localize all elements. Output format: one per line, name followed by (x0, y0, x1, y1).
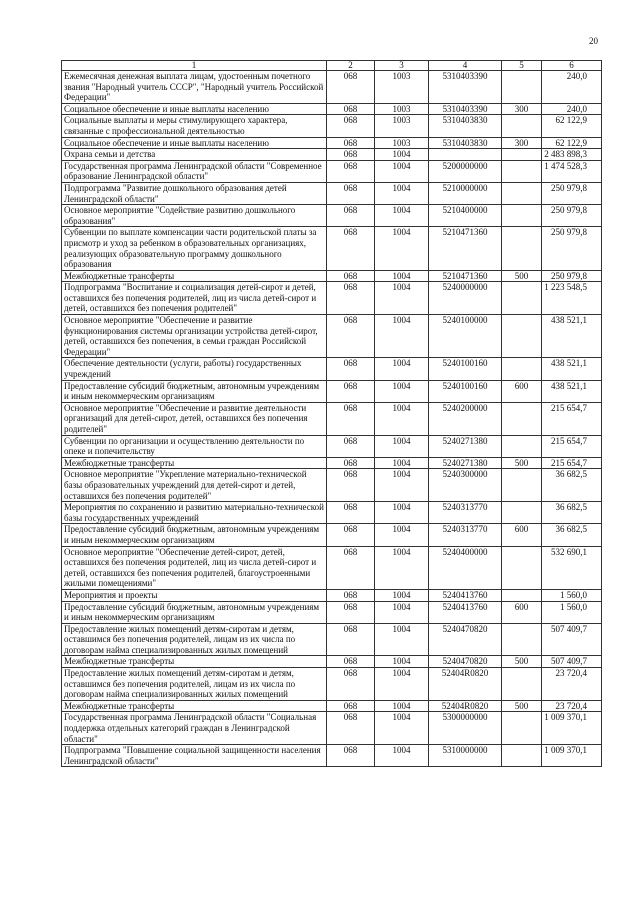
cell-expense-type (502, 623, 542, 656)
cell-section-code: 1004 (375, 160, 429, 182)
cell-name: Основное мероприятие "Обеспечение и развитие деятельности организаций для детей-сирот, детей, оставшихся без попечения родителей" (62, 402, 327, 435)
cell-section-code: 1004 (375, 524, 429, 546)
table-row (62, 457, 602, 469)
cell-target-code: 5240000000 (429, 282, 502, 315)
header-cell-target: 4 (429, 61, 502, 71)
cell-amount: 215 654,7 (542, 402, 602, 435)
cell-section-code: 1004 (375, 435, 429, 457)
cell-expense-type (502, 435, 542, 457)
table-row (62, 668, 602, 701)
cell-amount: 507 409,7 (542, 623, 602, 656)
cell-amount: 1 474 528,3 (542, 160, 602, 182)
table-row (62, 380, 602, 402)
table-row (62, 358, 602, 380)
cell-ministry-code: 068 (327, 137, 375, 149)
header-cell-name: 1 (62, 61, 327, 71)
cell-name: Обеспечение деятельности (услуги, работы) государственных учреждений (62, 358, 327, 380)
cell-name: Социальное обеспечение и иные выплаты населению (62, 103, 327, 115)
cell-section-code: 1004 (375, 358, 429, 380)
cell-section-code: 1004 (375, 227, 429, 270)
table-row (62, 71, 602, 104)
cell-ministry-code: 068 (327, 282, 375, 315)
cell-target-code: 5240413760 (429, 589, 502, 601)
cell-section-code: 1003 (375, 103, 429, 115)
cell-target-code (429, 149, 502, 161)
cell-amount: 23 720,4 (542, 700, 602, 712)
cell-target-code: 5240271380 (429, 435, 502, 457)
cell-ministry-code: 068 (327, 546, 375, 589)
cell-ministry-code: 068 (327, 358, 375, 380)
cell-amount: 240,0 (542, 71, 602, 104)
header-cell-ministry: 2 (327, 61, 375, 71)
table-row (62, 712, 602, 745)
cell-name: Мероприятия по сохранению и развитию материально-технической базы государственных учреждений (62, 502, 327, 524)
cell-amount: 438 521,1 (542, 315, 602, 358)
cell-expense-type (502, 589, 542, 601)
cell-ministry-code: 068 (327, 182, 375, 204)
cell-target-code: 5240271380 (429, 457, 502, 469)
cell-section-code: 1003 (375, 71, 429, 104)
table-row (62, 589, 602, 601)
cell-section-code: 1004 (375, 668, 429, 701)
cell-amount: 215 654,7 (542, 457, 602, 469)
cell-target-code: 5310403830 (429, 137, 502, 149)
cell-amount: 1 009 370,1 (542, 712, 602, 745)
cell-section-code: 1004 (375, 700, 429, 712)
cell-name: Охрана семьи и детства (62, 149, 327, 161)
cell-section-code: 1004 (375, 282, 429, 315)
cell-section-code: 1004 (375, 315, 429, 358)
cell-section-code: 1004 (375, 270, 429, 282)
table-row (62, 502, 602, 524)
cell-amount: 1 009 370,1 (542, 745, 602, 767)
cell-target-code: 5300000000 (429, 712, 502, 745)
cell-name: Государственная программа Ленинградской области "Социальная поддержка отдельных категорий граждан в Ленинградской области" (62, 712, 327, 745)
cell-expense-type (502, 282, 542, 315)
cell-expense-type (502, 315, 542, 358)
cell-name: Подпрограмма "Воспитание и социализация детей-сирот и детей, оставшихся без попечения родителей, лиц из числа детей-сирот и детей, оставшихся без попечения родителей" (62, 282, 327, 315)
cell-section-code: 1004 (375, 656, 429, 668)
cell-expense-type (502, 160, 542, 182)
cell-name: Предоставление субсидий бюджетным, автономным учреждениям и иным некоммерческим организациям (62, 524, 327, 546)
cell-expense-type (502, 227, 542, 270)
table-row (62, 700, 602, 712)
cell-ministry-code: 068 (327, 205, 375, 227)
cell-ministry-code: 068 (327, 457, 375, 469)
table-row (62, 205, 602, 227)
cell-expense-type: 600 (502, 601, 542, 623)
cell-ministry-code: 068 (327, 315, 375, 358)
cell-amount: 250 979,8 (542, 227, 602, 270)
cell-expense-type (502, 712, 542, 745)
cell-amount: 23 720,4 (542, 668, 602, 701)
table-row (62, 137, 602, 149)
cell-expense-type: 300 (502, 103, 542, 115)
cell-ministry-code: 068 (327, 656, 375, 668)
cell-ministry-code: 068 (327, 700, 375, 712)
cell-name: Субвенции по выплате компенсации части родительской платы за присмотр и уход за ребенком в образовательных организациях, реализующих образовательную программу дошкольного образования (62, 227, 327, 270)
cell-expense-type (502, 546, 542, 589)
cell-target-code: 5210000000 (429, 182, 502, 204)
cell-target-code: 5240470820 (429, 623, 502, 656)
cell-target-code: 5240413760 (429, 601, 502, 623)
cell-target-code: 5310000000 (429, 745, 502, 767)
cell-expense-type (502, 358, 542, 380)
cell-target-code: 5240200000 (429, 402, 502, 435)
cell-name: Основное мероприятие "Обеспечение детей-сирот, детей, оставшихся без попечения родителей, лиц из числа детей-сирот и детей, оставшихся без попечения родителей, благоустроенными жилыми помещениями" (62, 546, 327, 589)
cell-section-code: 1003 (375, 137, 429, 149)
table-row (62, 315, 602, 358)
cell-ministry-code: 068 (327, 149, 375, 161)
table-row (62, 402, 602, 435)
cell-target-code: 5240100160 (429, 380, 502, 402)
cell-name: Межбюджетные трансферты (62, 270, 327, 282)
cell-name: Межбюджетные трансферты (62, 457, 327, 469)
cell-name: Мероприятия и проекты (62, 589, 327, 601)
cell-ministry-code: 068 (327, 270, 375, 282)
budget-table-body (62, 61, 602, 767)
cell-expense-type (502, 668, 542, 701)
cell-amount: 240,0 (542, 103, 602, 115)
cell-section-code: 1004 (375, 469, 429, 502)
cell-name: Субвенции по организации и осуществлению деятельности по опеке и попечительству (62, 435, 327, 457)
cell-name: Межбюджетные трансферты (62, 700, 327, 712)
cell-target-code: 5240313770 (429, 524, 502, 546)
table-row (62, 103, 602, 115)
cell-section-code: 1003 (375, 115, 429, 137)
cell-ministry-code: 068 (327, 469, 375, 502)
cell-ministry-code: 068 (327, 623, 375, 656)
cell-expense-type (502, 149, 542, 161)
cell-section-code: 1004 (375, 380, 429, 402)
table-row (62, 623, 602, 656)
cell-name: Социальные выплаты и меры стимулирующего характера, связанные с профессиональной деятельностью (62, 115, 327, 137)
cell-name: Государственная программа Ленинградской области "Современное образование Ленинградской области" (62, 160, 327, 182)
cell-name: Ежемесячная денежная выплата лицам, удостоенным почетного звания "Народный учитель СССР", "Народный учитель Российской Федерации" (62, 71, 327, 104)
cell-target-code: 5200000000 (429, 160, 502, 182)
table-row (62, 745, 602, 767)
cell-target-code: 5240300000 (429, 469, 502, 502)
cell-ministry-code: 068 (327, 502, 375, 524)
cell-amount: 1 560,0 (542, 601, 602, 623)
cell-section-code: 1004 (375, 589, 429, 601)
cell-target-code: 5210400000 (429, 205, 502, 227)
cell-section-code: 1004 (375, 205, 429, 227)
table-row (62, 546, 602, 589)
cell-section-code: 1004 (375, 601, 429, 623)
header-cell-expense: 5 (502, 61, 542, 71)
cell-expense-type (502, 71, 542, 104)
table-row (62, 282, 602, 315)
cell-ministry-code: 068 (327, 745, 375, 767)
header-cell-section: 3 (375, 61, 429, 71)
cell-expense-type (502, 469, 542, 502)
cell-name: Предоставление субсидий бюджетным, автономным учреждениям и иным некоммерческим организациям (62, 601, 327, 623)
cell-ministry-code: 068 (327, 524, 375, 546)
cell-amount: 1 560,0 (542, 589, 602, 601)
cell-amount: 438 521,1 (542, 358, 602, 380)
cell-amount: 62 122,9 (542, 137, 602, 149)
cell-amount: 250 979,8 (542, 270, 602, 282)
cell-ministry-code: 068 (327, 668, 375, 701)
cell-name: Предоставление жилых помещений детям-сиротам и детям, оставшимся без попечения родителей, лицам из их числа по договорам найма специализированных жилых помещений (62, 623, 327, 656)
cell-amount: 2 483 898,3 (542, 149, 602, 161)
cell-expense-type: 600 (502, 380, 542, 402)
cell-target-code: 5310403830 (429, 115, 502, 137)
cell-expense-type: 500 (502, 457, 542, 469)
cell-section-code: 1004 (375, 402, 429, 435)
cell-amount: 215 654,7 (542, 435, 602, 457)
cell-target-code: 5240100000 (429, 315, 502, 358)
cell-expense-type: 500 (502, 270, 542, 282)
cell-ministry-code: 068 (327, 589, 375, 601)
cell-expense-type: 500 (502, 700, 542, 712)
page-number: 20 (589, 36, 598, 46)
cell-name: Основное мероприятие "Обеспечение и развитие функционирования системы организации устройства детей-сирот, детей, оставшихся без попечения, в семьи граждан Российской Федерации" (62, 315, 327, 358)
cell-target-code: 5240313770 (429, 502, 502, 524)
cell-target-code: 5310403390 (429, 103, 502, 115)
budget-table (61, 60, 602, 767)
cell-ministry-code: 068 (327, 71, 375, 104)
cell-amount: 36 682,5 (542, 469, 602, 502)
table-row (62, 601, 602, 623)
cell-amount: 1 223 548,5 (542, 282, 602, 315)
cell-section-code: 1004 (375, 623, 429, 656)
cell-amount: 250 979,8 (542, 182, 602, 204)
cell-target-code: 5310403390 (429, 71, 502, 104)
cell-expense-type: 600 (502, 524, 542, 546)
cell-section-code: 1004 (375, 502, 429, 524)
table-row (62, 270, 602, 282)
cell-ministry-code: 068 (327, 601, 375, 623)
cell-amount: 532 690,1 (542, 546, 602, 589)
cell-target-code: 5240470820 (429, 656, 502, 668)
cell-target-code: 52404R0820 (429, 668, 502, 701)
cell-expense-type: 300 (502, 137, 542, 149)
cell-section-code: 1004 (375, 546, 429, 589)
cell-ministry-code: 068 (327, 380, 375, 402)
table-row (62, 160, 602, 182)
cell-name: Предоставление субсидий бюджетным, автономным учреждениям и иным некоммерческим организациям (62, 380, 327, 402)
cell-target-code: 5210471360 (429, 270, 502, 282)
cell-expense-type (502, 115, 542, 137)
cell-expense-type (502, 402, 542, 435)
cell-ministry-code: 068 (327, 103, 375, 115)
cell-section-code: 1004 (375, 182, 429, 204)
cell-amount: 36 682,5 (542, 524, 602, 546)
cell-name: Основное мероприятие "Укрепление материально-технической базы образовательных учреждений для детей-сирот и детей, оставшихся без попечения родителей" (62, 469, 327, 502)
cell-section-code: 1004 (375, 712, 429, 745)
cell-amount: 438 521,1 (542, 380, 602, 402)
cell-expense-type (502, 205, 542, 227)
cell-amount: 507 409,7 (542, 656, 602, 668)
cell-name: Подпрограмма "Повышение социальной защищенности населения Ленинградской области" (62, 745, 327, 767)
cell-name: Социальное обеспечение и иные выплаты населению (62, 137, 327, 149)
table-row (62, 182, 602, 204)
table-row (62, 227, 602, 270)
cell-ministry-code: 068 (327, 115, 375, 137)
cell-expense-type (502, 502, 542, 524)
cell-section-code: 1004 (375, 745, 429, 767)
cell-name: Подпрограмма "Развитие дошкольного образования детей Ленинградской области" (62, 182, 327, 204)
cell-ministry-code: 068 (327, 712, 375, 745)
cell-expense-type (502, 182, 542, 204)
cell-name: Основное мероприятие "Содействие развитию дошкольного образования" (62, 205, 327, 227)
table-row (62, 115, 602, 137)
cell-amount: 36 682,5 (542, 502, 602, 524)
table-header-row (62, 61, 602, 71)
table-row (62, 524, 602, 546)
cell-target-code: 5210471360 (429, 227, 502, 270)
cell-section-code: 1004 (375, 457, 429, 469)
cell-amount: 62 122,9 (542, 115, 602, 137)
cell-ministry-code: 068 (327, 160, 375, 182)
cell-ministry-code: 068 (327, 227, 375, 270)
cell-section-code: 1004 (375, 149, 429, 161)
cell-ministry-code: 068 (327, 402, 375, 435)
header-cell-amount: 6 (542, 61, 602, 71)
cell-target-code: 52404R0820 (429, 700, 502, 712)
cell-name: Предоставление жилых помещений детям-сиротам и детям, оставшимся без попечения родителей, лицам из их числа по договорам найма специализированных жилых помещений (62, 668, 327, 701)
cell-amount: 250 979,8 (542, 205, 602, 227)
cell-ministry-code: 068 (327, 435, 375, 457)
table-row (62, 469, 602, 502)
table-row (62, 435, 602, 457)
cell-expense-type (502, 745, 542, 767)
table-row (62, 656, 602, 668)
cell-target-code: 5240100160 (429, 358, 502, 380)
cell-expense-type: 500 (502, 656, 542, 668)
cell-target-code: 5240400000 (429, 546, 502, 589)
cell-name: Межбюджетные трансферты (62, 656, 327, 668)
table-row (62, 149, 602, 161)
